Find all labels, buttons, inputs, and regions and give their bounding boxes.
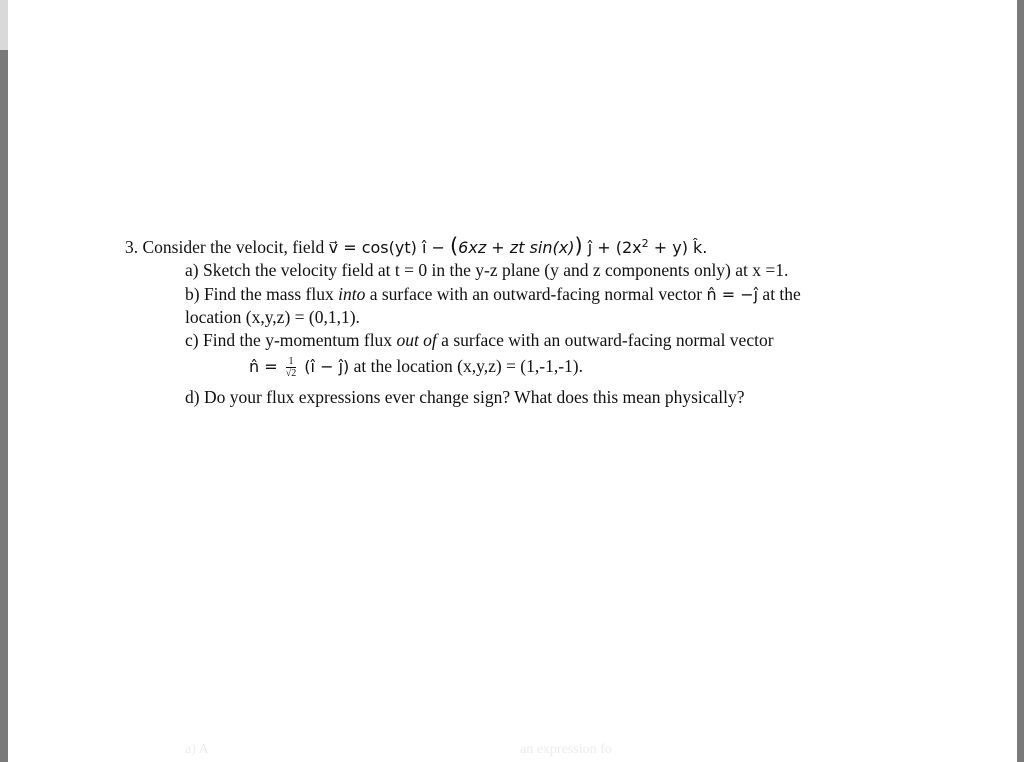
stem-prefix: Consider the velocit — [142, 237, 284, 257]
one-over-root-two: $\frac{1}{√2}$ — [285, 356, 297, 380]
problem-number: 3. — [125, 237, 139, 257]
normal-vector-b: n̂ = −ȷ̂ — [706, 285, 759, 304]
problem-statement: 3. Consider the velocit, field v⃗ = cos(yt) ı̂ − (6xz + zt sin(x)) ȷ̂ + $(2x^2 + y)$ k̂. — [125, 234, 708, 258]
part-c: c) Find the y-momentum flux out of a surface with an outward-facing normal vector — [185, 330, 774, 350]
part-d: d) Do your flux expressions ever change sign? What does this mean physically? — [185, 387, 745, 407]
part-a: a) Sketch the velocity field at t = 0 in the y-z plane (y and z components only) at x =1. — [185, 260, 789, 280]
bleed-through-text: a) A — [185, 742, 209, 757]
part-c-normal-vector: n̂ = $\frac{1}{√2}$ (ı̂ − ȷ̂) at the location (x,y,z) = (1,-1,-1). — [249, 356, 583, 380]
stem-word: field — [292, 237, 325, 257]
part-b: b) Find the mass flux into a surface with an outward-facing normal vector n̂ = −ȷ̂ at the — [185, 284, 801, 304]
part-b-location: location (x,y,z) = (0,1,1). — [185, 307, 360, 327]
part-b-emphasis: into — [338, 284, 366, 304]
velocity-field-equation: v⃗ = cos(yt) ı̂ − (6xz + zt sin(x)) ȷ̂ + $(2x^2 + y)$ k̂. — [328, 234, 708, 258]
bleed-through-text: an expression fo — [520, 742, 612, 757]
part-c-emphasis: out of — [396, 330, 437, 350]
